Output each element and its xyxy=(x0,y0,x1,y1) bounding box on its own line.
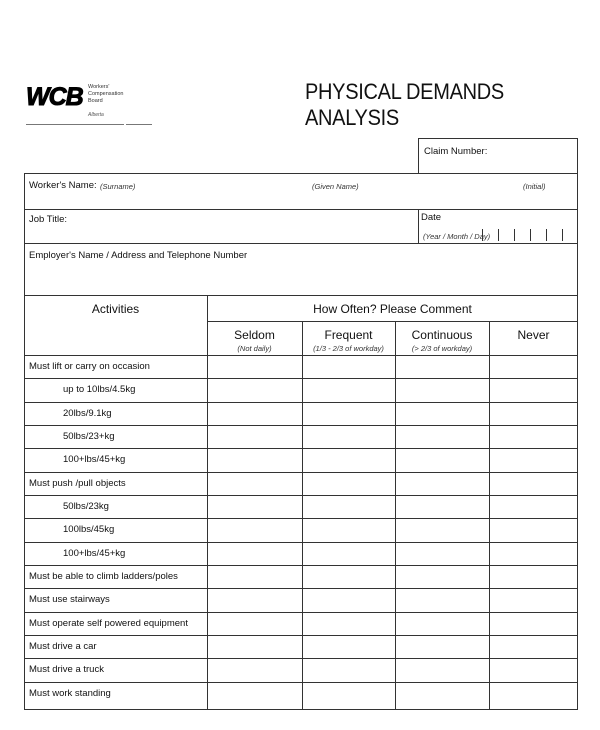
frequency-cell-seldom[interactable] xyxy=(208,379,301,400)
frequency-cell-frequent[interactable] xyxy=(303,473,394,494)
frequency-cell-continuous[interactable] xyxy=(396,519,488,540)
employer-label: Employer's Name / Address and Telephone Number xyxy=(29,250,248,261)
date-tick xyxy=(482,229,483,241)
activity-label: 50lbs/23+kg xyxy=(63,431,115,442)
activity-label: Must drive a truck xyxy=(29,664,104,676)
activities-header: Activities xyxy=(91,302,140,316)
frequency-cell-continuous[interactable] xyxy=(396,543,488,564)
frequency-cell-never[interactable] xyxy=(490,426,577,447)
frequency-cell-continuous[interactable] xyxy=(396,613,488,634)
column-sub-frequent: (1/3 - 2/3 of workday) xyxy=(313,344,384,353)
wcb-logo-text: Workers' Compensation Board xyxy=(88,84,124,104)
frequency-cell-never[interactable] xyxy=(490,543,577,564)
frequency-cell-seldom[interactable] xyxy=(208,519,301,540)
activity-label: Must lift or carry on occasion xyxy=(29,361,150,372)
frequency-cell-never[interactable] xyxy=(490,519,577,540)
frequency-cell-continuous[interactable] xyxy=(396,473,488,494)
activity-label: Must work standing xyxy=(29,687,111,699)
frequency-cell-seldom[interactable] xyxy=(208,636,301,657)
frequency-cell-continuous[interactable] xyxy=(396,496,488,517)
column-header-continuous: Continuous xyxy=(411,328,473,342)
table-divider xyxy=(207,321,578,322)
frequency-cell-frequent[interactable] xyxy=(303,543,394,564)
page-title: PHYSICAL DEMANDS ANALYSIS xyxy=(305,80,504,131)
frequency-cell-never[interactable] xyxy=(490,449,577,470)
frequency-cell-never[interactable] xyxy=(490,379,577,400)
frequency-cell-continuous[interactable] xyxy=(396,683,488,704)
workers-name-label: Worker's Name: xyxy=(29,180,97,191)
activity-label: 50lbs/23kg xyxy=(63,501,109,512)
frequency-cell-never[interactable] xyxy=(490,589,577,610)
activity-label: Must drive a car xyxy=(29,641,97,652)
frequency-cell-frequent[interactable] xyxy=(303,426,394,447)
date-tick xyxy=(562,229,563,241)
frequency-cell-frequent[interactable] xyxy=(303,566,394,587)
frequency-cell-seldom[interactable] xyxy=(208,449,301,470)
frequency-cell-frequent[interactable] xyxy=(303,449,394,470)
job-title-label: Job Title: xyxy=(29,214,68,225)
frequency-cell-continuous[interactable] xyxy=(396,426,488,447)
activity-label: 20lbs/9.1kg xyxy=(63,407,112,419)
workers-name-field[interactable] xyxy=(24,173,578,210)
logo-rule xyxy=(26,124,124,125)
frequency-cell-continuous[interactable] xyxy=(396,356,488,377)
frequency-cell-continuous[interactable] xyxy=(396,566,488,587)
column-sub-seldom: (Not daily) xyxy=(237,344,272,353)
activity-label: up to 10lbs/4.5kg xyxy=(63,384,136,396)
date-tick xyxy=(514,229,515,241)
activity-label: Must use stairways xyxy=(29,594,110,606)
activity-label: 100+lbs/45+kg xyxy=(63,547,126,559)
date-format-caption: (Year / Month / Day) xyxy=(423,232,491,241)
wcb-logo-province: Alberta xyxy=(88,112,104,118)
frequency-cell-never[interactable] xyxy=(490,356,577,377)
frequency-cell-frequent[interactable] xyxy=(303,379,394,400)
frequency-cell-never[interactable] xyxy=(490,403,577,424)
frequency-cell-seldom[interactable] xyxy=(208,473,301,494)
column-sub-continuous: (> 2/3 of workday) xyxy=(411,344,473,353)
surname-caption: (Surname) xyxy=(100,182,136,191)
frequency-cell-seldom[interactable] xyxy=(208,589,301,610)
job-title-field[interactable] xyxy=(24,209,578,244)
date-tick xyxy=(530,229,531,241)
frequency-cell-never[interactable] xyxy=(490,659,577,680)
activity-label: Must push /pull objects xyxy=(29,477,126,489)
frequency-cell-seldom[interactable] xyxy=(208,496,301,517)
frequency-cell-never[interactable] xyxy=(490,636,577,657)
activity-label: 100+lbs/45+kg xyxy=(63,454,126,466)
frequency-cell-seldom[interactable] xyxy=(208,659,301,680)
activity-label: Must operate self powered equipment xyxy=(29,617,188,629)
frequency-cell-frequent[interactable] xyxy=(303,683,394,704)
frequency-cell-seldom[interactable] xyxy=(208,683,301,704)
frequency-cell-seldom[interactable] xyxy=(208,543,301,564)
activity-label: Must be able to climb ladders/poles xyxy=(29,571,178,582)
frequency-cell-never[interactable] xyxy=(490,496,577,517)
column-header-seldom: Seldom xyxy=(234,328,275,342)
frequency-cell-seldom[interactable] xyxy=(208,426,301,447)
given-name-caption: (Given Name) xyxy=(312,182,359,191)
wcb-logo-mark: WCB xyxy=(26,83,83,111)
column-header-never: Never xyxy=(517,328,550,342)
date-tick xyxy=(546,229,547,241)
frequency-cell-seldom[interactable] xyxy=(208,613,301,634)
frequency-cell-seldom[interactable] xyxy=(208,566,301,587)
date-label: Date xyxy=(421,212,442,223)
claim-number-label: Claim Number: xyxy=(424,146,488,157)
frequency-cell-frequent[interactable] xyxy=(303,403,394,424)
frequency-cell-continuous[interactable] xyxy=(396,589,488,610)
frequency-cell-frequent[interactable] xyxy=(303,519,394,540)
date-tick xyxy=(498,229,499,241)
frequency-cell-seldom[interactable] xyxy=(208,356,301,377)
how-often-header: How Often? Please Comment xyxy=(313,302,472,316)
column-header-frequent: Frequent xyxy=(324,328,373,342)
frequency-cell-frequent[interactable] xyxy=(303,589,394,610)
frequency-cell-frequent[interactable] xyxy=(303,356,394,377)
frequency-cell-frequent[interactable] xyxy=(303,613,394,634)
frequency-cell-continuous[interactable] xyxy=(396,379,488,400)
frequency-cell-frequent[interactable] xyxy=(303,496,394,517)
frequency-cell-never[interactable] xyxy=(490,683,577,704)
activity-label: 100lbs/45kg xyxy=(63,524,115,536)
frequency-cell-continuous[interactable] xyxy=(396,403,488,424)
frequency-cell-never[interactable] xyxy=(490,613,577,634)
frequency-cell-never[interactable] xyxy=(490,473,577,494)
initial-caption: (Initial) xyxy=(523,182,546,191)
frequency-cell-frequent[interactable] xyxy=(303,659,394,680)
frequency-cell-frequent[interactable] xyxy=(303,636,394,657)
frequency-cell-continuous[interactable] xyxy=(396,659,488,680)
frequency-cell-continuous[interactable] xyxy=(396,449,488,470)
wcb-logo xyxy=(26,82,141,126)
frequency-cell-never[interactable] xyxy=(490,566,577,587)
frequency-cell-continuous[interactable] xyxy=(396,636,488,657)
frequency-cell-seldom[interactable] xyxy=(208,403,301,424)
logo-rule xyxy=(126,124,152,125)
date-divider xyxy=(418,209,419,243)
